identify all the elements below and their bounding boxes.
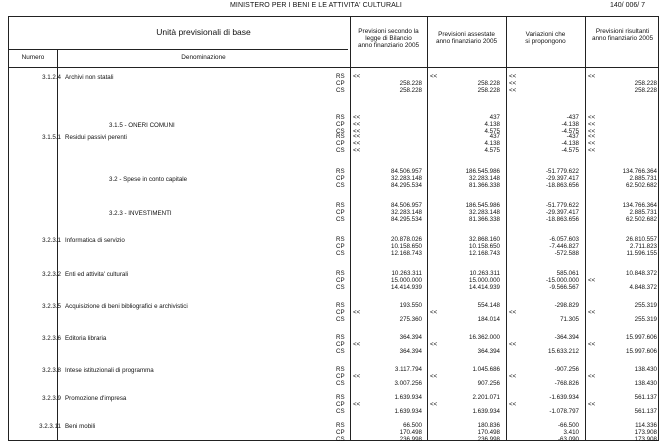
row-denomination: Promozione d'impresa: [65, 395, 127, 402]
row-denomination: 3.2.3 - INVESTIMENTI: [109, 210, 172, 217]
value-cell: 193.550: [399, 302, 422, 309]
row-values-v3: [506, 303, 579, 323]
row-denomination: Informatica di servizio: [65, 237, 125, 244]
value-cell: 10.263.311: [469, 270, 500, 277]
value-cell: 2.885.731: [629, 174, 657, 182]
row-number: 3.2.3.1: [42, 237, 61, 244]
header-bottom-line: [9, 67, 658, 68]
row-values-v3: [506, 169, 579, 189]
value-cell: <<: [353, 127, 361, 135]
row-code: CP: [336, 340, 345, 348]
row-values-v4: [585, 169, 657, 189]
row-values-v1: [350, 303, 422, 323]
value-cell: 180.836: [477, 422, 500, 429]
value-cell: -907.256: [554, 366, 579, 373]
row-code: RS: [336, 202, 345, 209]
row-values-v2: [427, 237, 500, 257]
row-code: CP: [336, 308, 345, 316]
value-cell: <<: [588, 127, 596, 135]
value-cell: 12.168.743: [469, 249, 500, 257]
row-values-v2: [427, 74, 500, 94]
value-cell: -18.863.656: [545, 215, 579, 223]
value-cell: <<: [353, 133, 361, 140]
value-cell: 236.998: [399, 435, 422, 443]
value-cell: 2.885.731: [629, 208, 657, 216]
row-denomination: Acquisizione di beni bibliografici e archivistici: [65, 303, 188, 310]
row-values-v1: [350, 203, 422, 223]
value-cell: <<: [509, 308, 517, 316]
row-values-v4: [585, 115, 657, 135]
value-cell: <<: [353, 340, 361, 348]
row-code: RS: [336, 394, 345, 401]
value-cell: 1.639.934: [472, 407, 500, 415]
row-values-v1: [350, 237, 422, 257]
value-cell: -29.397.417: [545, 208, 579, 216]
value-cell: <<: [353, 308, 361, 316]
row-values-v2: [427, 271, 500, 291]
row-number: 3.2.3.9: [42, 395, 61, 402]
value-cell: 12.168.743: [391, 249, 422, 257]
value-cell: 173.908: [634, 428, 657, 436]
value-cell: <<: [509, 400, 517, 408]
row-code: CP: [336, 242, 345, 250]
row-denomination: Residui passivi perenti: [65, 134, 127, 141]
denominazione-heading: Denominazione: [181, 54, 226, 61]
value-cell: 71.305: [560, 315, 579, 323]
value-cell: 138.430: [634, 366, 657, 373]
value-cell: 1.639.934: [394, 407, 422, 415]
value-cell: 4.138: [484, 120, 500, 128]
value-cell: 258.228: [477, 86, 500, 94]
value-cell: <<: [588, 340, 596, 348]
col-divider: [57, 49, 58, 440]
row-code: CP: [336, 174, 345, 182]
value-cell: 1.639.934: [394, 394, 422, 401]
value-cell: 258.228: [399, 79, 422, 87]
value-cell: 258.228: [477, 79, 500, 87]
value-cell: 16.362.000: [469, 334, 500, 341]
row-values-v2: [427, 335, 500, 355]
value-cell: 258.228: [399, 86, 422, 94]
value-cell: <<: [353, 139, 361, 147]
value-cell: 14.414.939: [469, 283, 500, 291]
row-code: CS: [336, 435, 345, 443]
value-cell: 32.868.160: [469, 236, 500, 243]
row-values-v1: [350, 335, 422, 355]
row-values-v1: [350, 134, 422, 154]
value-cell: -4.138: [561, 139, 579, 147]
value-cell: 186.545.986: [465, 168, 500, 175]
row-denomination: Intese istituzionali di programma: [65, 367, 154, 374]
row-code: RS: [336, 133, 345, 140]
row-code: RS: [336, 114, 345, 121]
value-cell: 364.394: [399, 334, 422, 341]
row-values-v1: [350, 367, 422, 387]
row-values-v3: [506, 423, 579, 443]
row-values-v3: [506, 237, 579, 257]
row-values-v4: [585, 74, 657, 94]
row-values-v4: [585, 367, 657, 387]
value-cell: 1.045.686: [472, 366, 500, 373]
value-cell: 170.498: [477, 428, 500, 436]
row-code: RS: [336, 236, 345, 243]
value-cell: 84.295.534: [391, 215, 422, 223]
value-cell: 3.007.256: [394, 379, 422, 387]
row-code: CS: [336, 146, 345, 154]
value-cell: 186.545.986: [465, 202, 500, 209]
value-cell: <<: [430, 372, 438, 380]
row-values-v1: [350, 74, 422, 94]
col3-heading: Variazioni che si propongono: [525, 31, 566, 46]
value-cell: -29.397.417: [545, 174, 579, 182]
value-cell: -51.779.622: [545, 202, 579, 209]
row-code: RS: [336, 168, 345, 175]
value-cell: 32.283.148: [469, 208, 500, 216]
row-values-v3: [506, 74, 579, 94]
value-cell: <<: [588, 276, 596, 284]
row-number: 3.1.5.1: [42, 134, 61, 141]
value-cell: <<: [588, 146, 596, 154]
value-cell: -4.138: [561, 120, 579, 128]
row-values-v3: [506, 367, 579, 387]
numero-heading: Numero: [21, 54, 45, 61]
row-values-v1: [350, 169, 422, 189]
value-cell: -298.829: [554, 302, 579, 309]
row-number: 3.2.3.2: [42, 271, 61, 278]
value-cell: 81.366.338: [469, 215, 500, 223]
value-cell: 15.997.606: [626, 334, 657, 341]
value-cell: 20.878.026: [391, 236, 422, 243]
row-values-v1: [350, 423, 422, 443]
row-values-v2: [427, 367, 500, 387]
value-cell: 170.498: [399, 428, 422, 436]
row-values-v2: [427, 134, 500, 154]
value-cell: <<: [588, 400, 596, 408]
row-denomination: Archivi non statali: [65, 74, 114, 81]
value-cell: 258.228: [634, 79, 657, 87]
value-cell: 437: [489, 114, 500, 121]
value-cell: -7.446.827: [549, 242, 579, 250]
row-code: CS: [336, 283, 345, 291]
value-cell: <<: [353, 120, 361, 128]
budget-table: [8, 16, 659, 441]
value-cell: 134.766.364: [622, 202, 657, 209]
value-cell: <<: [588, 133, 596, 140]
value-cell: -1.078.797: [549, 407, 579, 415]
row-values-v3: [506, 335, 579, 355]
value-cell: <<: [588, 114, 596, 121]
value-cell: <<: [588, 308, 596, 316]
value-cell: 3.117.794: [394, 366, 422, 373]
value-cell: -4.575: [561, 127, 579, 135]
row-code: CS: [336, 347, 345, 355]
value-cell: -437: [566, 133, 579, 140]
value-cell: <<: [509, 86, 517, 94]
row-values-v4: [585, 395, 657, 415]
row-code: CS: [336, 215, 345, 223]
value-cell: 236.998: [477, 435, 500, 443]
row-values-v3: [506, 134, 579, 154]
row-values-v1: [350, 271, 422, 291]
row-code: RS: [336, 270, 345, 277]
row-code: CS: [336, 181, 345, 189]
value-cell: 14.414.939: [391, 283, 422, 291]
row-values-v4: [585, 423, 657, 443]
value-cell: 10.158.650: [391, 242, 422, 250]
value-cell: 3.410: [563, 428, 579, 436]
row-number: 3.1.2.4: [42, 74, 61, 81]
row-denomination: Beni mobili: [65, 423, 96, 430]
col1-heading: Previsioni secondo la legge di Bilancio anno finanziario 2005: [357, 28, 420, 50]
row-values-v3: [506, 395, 579, 415]
row-code: CS: [336, 127, 345, 135]
row-number: 3.2.3.5: [42, 303, 61, 310]
value-cell: 138.430: [634, 379, 657, 387]
value-cell: <<: [353, 372, 361, 380]
row-values-v4: [585, 237, 657, 257]
value-cell: <<: [588, 139, 596, 147]
value-cell: -572.588: [554, 249, 579, 257]
value-cell: -51.779.622: [545, 168, 579, 175]
page-header-title: MINISTERO PER I BENI E LE ATTIVITA' CULTURALI: [230, 2, 402, 9]
row-values-v4: [585, 335, 657, 355]
row-code: CS: [336, 379, 345, 387]
row-values-v2: [427, 395, 500, 415]
value-cell: <<: [430, 340, 438, 348]
value-cell: 4.575: [484, 127, 500, 135]
value-cell: <<: [588, 372, 596, 380]
row-code: CP: [336, 428, 345, 436]
value-cell: -63.090: [558, 435, 579, 443]
value-cell: 255.319: [634, 315, 657, 323]
value-cell: 364.394: [399, 347, 422, 355]
value-cell: <<: [509, 79, 517, 87]
value-cell: <<: [353, 73, 361, 80]
value-cell: 134.766.364: [622, 168, 657, 175]
row-code: CP: [336, 120, 345, 128]
row-values-v4: [585, 134, 657, 154]
value-cell: <<: [588, 73, 596, 80]
row-code: CP: [336, 400, 345, 408]
value-cell: 84.295.534: [391, 181, 422, 189]
value-cell: 66.500: [403, 422, 422, 429]
value-cell: 84.506.957: [391, 202, 422, 209]
row-code: CS: [336, 86, 345, 94]
row-code: CS: [336, 315, 345, 323]
value-cell: 275.360: [399, 315, 422, 323]
value-cell: -66.500: [558, 422, 579, 429]
row-values-v2: [427, 169, 500, 189]
value-cell: 84.506.957: [391, 168, 422, 175]
value-cell: <<: [353, 114, 361, 121]
col2-heading: Previsioni assestate anno finanziario 2005: [435, 31, 498, 46]
value-cell: 15.997.606: [626, 347, 657, 355]
col4-heading: Previsioni risultanti anno finanziario 2005: [591, 28, 654, 43]
row-code: CP: [336, 372, 345, 380]
value-cell: <<: [588, 120, 596, 128]
value-cell: 15.000.000: [469, 276, 500, 284]
value-cell: -9.566.567: [549, 283, 579, 291]
row-code: CP: [336, 276, 345, 284]
row-values-v4: [585, 203, 657, 223]
value-cell: 258.228: [634, 86, 657, 94]
value-cell: <<: [430, 400, 438, 408]
value-cell: 10.263.311: [391, 270, 422, 277]
value-cell: 10.158.650: [469, 242, 500, 250]
value-cell: <<: [353, 400, 361, 408]
row-values-v2: [427, 423, 500, 443]
row-divider: [9, 49, 348, 50]
row-values-v1: [350, 115, 422, 135]
row-number: 3.2.3.8: [42, 367, 61, 374]
row-number: 3.2.3.6: [42, 335, 61, 342]
row-code: RS: [336, 302, 345, 309]
value-cell: 554.148: [477, 302, 500, 309]
value-cell: 4.848.372: [629, 283, 657, 291]
row-code: RS: [336, 334, 345, 341]
value-cell: 2.711.823: [629, 242, 657, 250]
value-cell: <<: [509, 73, 517, 80]
value-cell: 62.502.682: [626, 181, 657, 189]
row-denomination: Enti ed attivita' culturali: [65, 271, 129, 278]
row-values-v2: [427, 203, 500, 223]
row-values-v4: [585, 303, 657, 323]
value-cell: -437: [566, 114, 579, 121]
value-cell: 255.319: [634, 302, 657, 309]
value-cell: 437: [489, 133, 500, 140]
row-values-v4: [585, 271, 657, 291]
value-cell: -364.394: [554, 334, 579, 341]
value-cell: 62.502.682: [626, 215, 657, 223]
value-cell: -15.000.000: [545, 276, 579, 284]
row-values-v3: [506, 271, 579, 291]
row-values-v2: [427, 303, 500, 323]
value-cell: 364.394: [477, 347, 500, 355]
value-cell: -768.826: [554, 379, 579, 387]
row-code: RS: [336, 366, 345, 373]
value-cell: 4.575: [484, 146, 500, 154]
row-denomination: 3.1.5 - ONERI COMUNI: [109, 122, 175, 129]
unita-heading: Unità previsionali di base: [156, 27, 251, 37]
row-number: 3.2.3.11: [39, 423, 61, 430]
value-cell: 561.137: [634, 407, 657, 415]
value-cell: <<: [353, 146, 361, 154]
value-cell: 184.014: [477, 315, 500, 323]
value-cell: 32.283.148: [391, 208, 422, 216]
row-code: CP: [336, 139, 345, 147]
row-code: RS: [336, 422, 345, 429]
value-cell: -6.057.603: [549, 236, 579, 243]
value-cell: <<: [509, 340, 517, 348]
value-cell: 173.908: [634, 435, 657, 443]
value-cell: <<: [430, 73, 438, 80]
value-cell: 561.137: [634, 394, 657, 401]
value-cell: 4.138: [484, 139, 500, 147]
value-cell: 10.848.372: [626, 270, 657, 277]
row-denomination: Editoria libraria: [65, 335, 107, 342]
row-code: CP: [336, 208, 345, 216]
row-code: RS: [336, 73, 345, 80]
value-cell: -4.575: [561, 146, 579, 154]
value-cell: 26.810.557: [626, 236, 657, 243]
row-code: CP: [336, 79, 345, 87]
value-cell: 2.201.071: [472, 394, 500, 401]
value-cell: -1.639.934: [549, 394, 579, 401]
row-code: CS: [336, 249, 345, 257]
row-code: CS: [336, 407, 345, 415]
value-cell: 15.000.000: [391, 276, 422, 284]
value-cell: 32.283.148: [469, 174, 500, 182]
value-cell: 907.256: [477, 379, 500, 387]
value-cell: 11.596.155: [626, 249, 657, 257]
value-cell: 15.633.212: [548, 347, 579, 355]
value-cell: 585.061: [556, 270, 579, 277]
row-values-v1: [350, 395, 422, 415]
value-cell: <<: [509, 372, 517, 380]
value-cell: 81.366.338: [469, 181, 500, 189]
row-denomination: 3.2 - Spese in conto capitale: [109, 176, 188, 183]
value-cell: -18.863.656: [545, 181, 579, 189]
value-cell: 32.283.148: [391, 174, 422, 182]
row-values-v3: [506, 203, 579, 223]
page-number: 140/ 006/ 7: [610, 2, 646, 9]
value-cell: <<: [430, 308, 438, 316]
value-cell: 114.336: [635, 422, 657, 429]
